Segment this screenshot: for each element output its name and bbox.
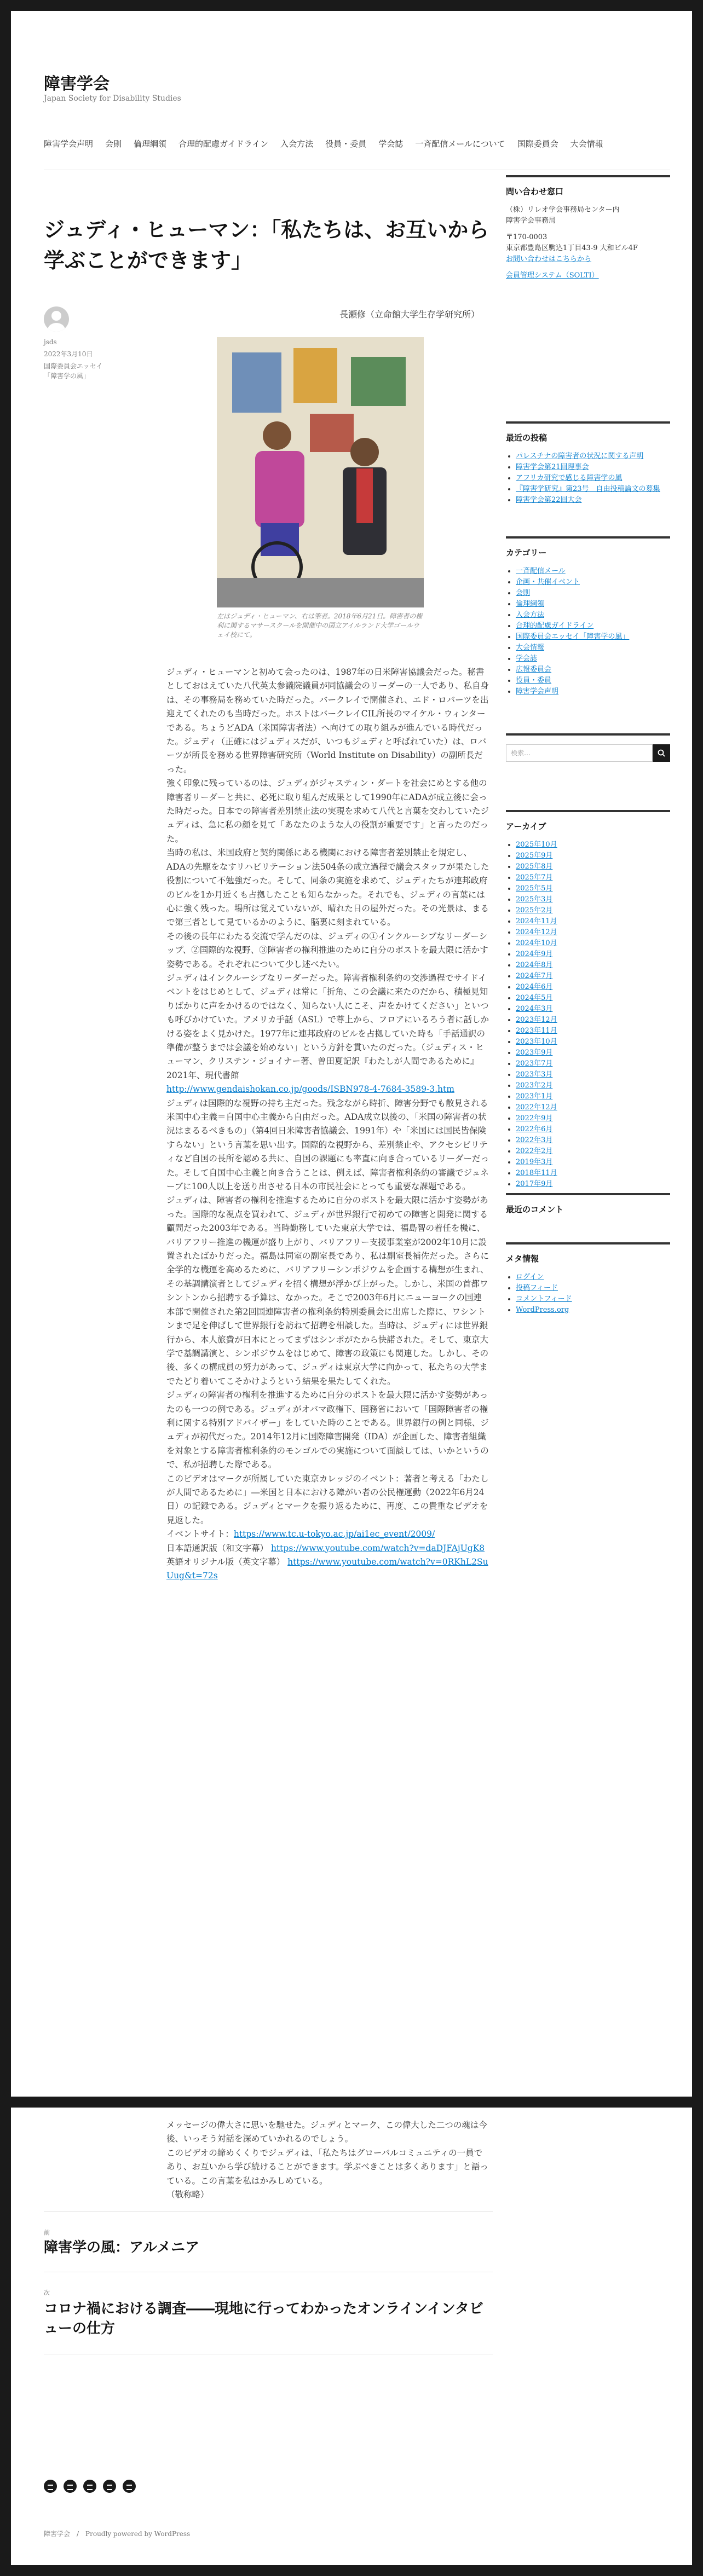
archive-link[interactable]: 2024年6月 <box>516 983 553 991</box>
prev-post-label: 前 <box>44 2229 50 2236</box>
nav-item-rules[interactable]: 会則 <box>105 139 122 149</box>
entries-feed-link[interactable]: 投稿フィード <box>516 1284 558 1292</box>
login-link[interactable]: ログイン <box>516 1273 544 1281</box>
youtube-en-label: 英語オリジナル版（英文字幕） <box>166 1557 285 1567</box>
archive-link[interactable]: 2025年7月 <box>516 873 553 882</box>
archive-link[interactable]: 2024年9月 <box>516 950 553 958</box>
nav-item-conference[interactable]: 大会情報 <box>570 139 603 149</box>
category-link[interactable]: 一斉配信メール <box>516 567 566 575</box>
closing-paragraph: （敬称略） <box>166 2190 209 2200</box>
widget-title: アーカイブ <box>506 810 670 832</box>
contact-link[interactable]: お問い合わせはこちらから <box>506 255 592 263</box>
member-system-link[interactable]: 会員管理システム（SOLTI） <box>506 271 599 280</box>
post-date[interactable]: 2022年3月10日 <box>44 350 93 358</box>
site-description: Japan Society for Disability Studies <box>44 94 181 103</box>
archive-link[interactable]: 2023年1月 <box>516 1092 553 1101</box>
article-paragraph: その後の長年にわたる交流で学んだのは、ジュディの①インクルーシブなリーダーシップ、②国際的な視野、③障害者の権利推進のために自分のポストを最大限に活かす姿勢である。それぞれについて少し述べたい。 <box>166 931 488 969</box>
search-input[interactable]: 検索… <box>506 744 653 762</box>
archive-link[interactable]: 2024年7月 <box>516 972 553 980</box>
closing-paragraph: このビデオの締めくくりでジュディは、「私たちはグローバルコミュニティの一員であり、お互いから学び続けることができます。学ぶべきことは多くあります」と語っている。この言葉を私はかみしめている。 <box>166 2147 488 2186</box>
comments-feed-link[interactable]: コメントフィード <box>516 1295 572 1303</box>
recent-post-link[interactable]: アフリカ研究で感じる障害学の風 <box>516 474 623 482</box>
recent-comments-widget <box>506 1193 670 1223</box>
archive-link[interactable]: 2025年5月 <box>516 884 553 893</box>
archive-link[interactable]: 2025年8月 <box>516 862 553 871</box>
category-link[interactable]: 広報委員会 <box>516 665 552 674</box>
recent-post-link[interactable]: パレスチナの障害者の状況に関する声明 <box>516 452 644 460</box>
category-link[interactable]: 学会誌 <box>516 655 538 663</box>
page-bottom <box>11 2108 692 2565</box>
search-button[interactable] <box>653 744 670 762</box>
recent-post-link[interactable]: 『障害学研究』第23号 自由投稿論文の募集 <box>516 485 660 493</box>
category-link[interactable]: 役員・委員 <box>516 676 552 685</box>
archive-link[interactable]: 2025年9月 <box>516 852 553 860</box>
article-paragraph: ジュディは、障害者の権利を推進するために自分のポストを最大限に活かす姿勢があった。国際的な視点を買われて、ジュディが世界銀行で初めての障害と開発に関する顧問だった2003年である。当時勤務していた東京大学では、福島智の着任を機に、バリアフリー推進の機運が盛り上がり、バリアフリー支援事業室が2002年10月に設置されたばかりだった。福島は同室の副室長であり、私は副室長補佐だった。さらに全学的な機運を高めるために、バリアフリーシンポジウムを企画する構想が生まれ、その基調講演者としてジュディを招く構想が浮かび上がった。しかし、米国の首都ワシントンから招聘する予算は、なかった。そこで2003年6月にニューヨークの国連本部で開催された第2回国連障害者の権利条約特別委員会に出席した際に、ワシントンまで足を伸ばして世界銀行を訪ねて招聘を相談した。当時は、ジュディには世界銀行から、本人旅費が日本にとってまずはシンポがたから快諾された。そして、東京大学で基調講演と、シンポジウムをはじめて、障害の政策にも関連した。しかし、その後、多くの構成員の努力があって、ジュディは東京大学に向かって、私たちの大学までたどり着いてこそかけようという結果を果たしてくれた。 <box>166 1195 489 1386</box>
archive-link[interactable]: 2022年12月 <box>516 1103 557 1112</box>
archive-link[interactable]: 2024年12月 <box>516 928 557 936</box>
recent-posts-widget <box>506 421 670 506</box>
recent-post-link[interactable]: 障害学会第21回理事会 <box>516 463 589 471</box>
page-main <box>11 11 692 2097</box>
archive-link[interactable]: 2022年3月 <box>516 1136 553 1144</box>
archive-link[interactable]: 2019年3月 <box>516 1158 553 1166</box>
event-site-label: イベントサイト： <box>166 1529 234 1539</box>
category-link[interactable]: 合理的配慮ガイドライン <box>516 622 594 630</box>
contact-widget <box>506 175 670 281</box>
archive-link[interactable]: 2022年9月 <box>516 1114 553 1122</box>
share-icon[interactable] <box>83 2480 96 2493</box>
prev-post-link[interactable]: 障害学の風：アルメニア <box>44 2239 200 2256</box>
contact-line: （株）リレオ学会事務局センター内 <box>506 206 620 214</box>
archive-link[interactable]: 2024年3月 <box>516 1005 553 1013</box>
article-paragraph: ジュディの障害者の権利を推進するために自分のポストを最大限に活かす姿勢があったのも一つの例である。ジュディがオバマ政権下、国務省において「国際障害者の権利に関する特別アドバイザー」をしていた時のことである。世界銀行の例と同様、ジュディが初代だった。2014年12月に国際障害開発（IDA）が企画した、障害者組織を対象とする障害者権利条約のモンゴルでの実施について面談しては、いかというので、私が招聘した際である。 <box>166 1390 489 1470</box>
contact-line: 障害学会事務局 <box>506 217 556 225</box>
nav-item-international[interactable]: 国際委員会 <box>517 139 558 149</box>
nav-item-statement[interactable]: 障害学会声明 <box>44 139 94 149</box>
event-intro: このビデオはマークが所属していた東京カレッジのイベント：著者と考える「わたしが人間であるために」―米国と日本における障がい者の公民権運動（2022年6月24日）の記録である。ジュディとマークを振り返るために、再度、この貴重なビデオを見返した。 <box>166 1473 489 1525</box>
article-title: ジュディ・ヒューマン：「私たちは、お互いから学ぶことができます」 <box>44 217 489 273</box>
archive-link[interactable]: 2024年10月 <box>516 939 557 947</box>
contact-line: 東京都豊島区駒込1丁目43-9 大和ビル4F <box>506 244 638 252</box>
nav-item-ethics[interactable]: 倫理綱領 <box>134 139 167 149</box>
article-paragraph: 当時の私は、米国政府と契約関係にある機関における障害者差別禁止を規定し、ADAの先駆をなすリハビリテーション法504条の成立過程で議会スタッフが果たした役割について不勉強だった。そして、同条の実施を求めて、ジュディたちが連邦政府のビルを1か月近くも占拠したことも知らなかった。それでも、ジュディの言葉には心に強く残った。場所は覚えていないが、晴れた日の屋外だった。その光景は、まるで第三者として見ているかのように、脳裏に刻まれている。 <box>166 848 489 928</box>
article-closing <box>166 2118 489 2202</box>
archive-link[interactable]: 2024年5月 <box>516 994 553 1002</box>
youtube-en-link[interactable]: https://www.youtube.com/watch?v=0RKhL2SuUug&t=72s <box>166 1557 488 1581</box>
category-link[interactable]: 倫理綱領 <box>516 600 545 608</box>
recent-post-link[interactable]: 障害学会第22回大会 <box>516 496 582 504</box>
nav-item-officers[interactable]: 役員・委員 <box>325 139 367 149</box>
youtube-ja-label: 日本語通訳版（和文字幕） <box>166 1543 269 1553</box>
nav-item-join[interactable]: 入会方法 <box>280 139 314 149</box>
category-link[interactable]: 企画・共催イベント <box>516 578 580 586</box>
category-link[interactable]: 大会情報 <box>516 644 545 652</box>
site-footer[interactable]: 障害学会 / Proudly powered by WordPress <box>44 2530 191 2538</box>
meta-widget <box>506 1242 670 1316</box>
widget-title: 最近の投稿 <box>506 421 670 443</box>
category-link[interactable]: 会則 <box>516 589 531 597</box>
archive-link[interactable]: 2023年12月 <box>516 1016 557 1024</box>
archive-link[interactable]: 2023年10月 <box>516 1038 557 1046</box>
widget-title: 最近のコメント <box>506 1193 670 1215</box>
main-nav <box>44 138 603 149</box>
archive-link[interactable]: 2024年8月 <box>516 961 553 969</box>
categories-widget <box>506 536 670 697</box>
youtube-ja-link[interactable]: https://www.youtube.com/watch?v=daDJFAjUgK8 <box>270 1543 485 1553</box>
site-title[interactable]: 障害学会 <box>44 74 110 94</box>
archive-link[interactable]: 2023年9月 <box>516 1049 553 1057</box>
category-link[interactable]: 障害学会声明 <box>516 687 559 696</box>
nav-item-guideline[interactable]: 合理的配慮ガイドライン <box>178 139 269 149</box>
share-icon[interactable] <box>64 2480 77 2493</box>
archive-link[interactable]: 2025年2月 <box>516 906 553 914</box>
archive-link[interactable]: 2023年11月 <box>516 1027 557 1035</box>
archive-link[interactable]: 2025年3月 <box>516 895 553 904</box>
author-avatar-icon <box>44 306 69 332</box>
book-link[interactable]: http://www.gendaishokan.co.jp/goods/ISBN978-4-7684-3589-3.htm <box>166 1084 454 1095</box>
archive-link[interactable]: 2022年6月 <box>516 1125 553 1133</box>
contact-line: 〒170-0003 <box>506 233 548 241</box>
archive-link[interactable]: 2023年3月 <box>516 1070 553 1079</box>
article-byline: 長瀬修（立命館大学生存学研究所） <box>339 309 480 320</box>
social-links <box>44 2480 136 2493</box>
widget-title: カテゴリー <box>506 536 670 558</box>
search-icon <box>658 749 665 757</box>
article-paragraph: ジュディは国際的な視野の持ち主だった。残念ながら時折、障害分野でも散見される米国中心主義＝自国中心主義から自由だった。ADA成立以後の、「米国の障害者の状況はまるるべきもの」（第4回日米障害者協議会、1991年）や「米国には国民皆保険すらない」という言葉を思い出す。国際的な視野から、差別禁止や、アクセシビリティなど自国の長所を認める共に、自国の課題にも率直に向き合っているリーダーだった。そして自国中心主義と向き合うことは、例えば、障害者権利条約の審議でジュネーブに100人以上を送り出させる日本の市民社会にとっても重要な課題である。 <box>166 1098 489 1192</box>
category-link[interactable]: 入会方法 <box>516 611 545 619</box>
archive-link[interactable]: 2018年11月 <box>516 1169 557 1177</box>
archive-link[interactable]: 2017年9月 <box>516 1180 553 1188</box>
closing-paragraph: メッセージの偉大さに思いを馳せた。ジュディとマーク、この偉大した二つの魂は今後、いっそう対話を深めていかれるのでしょう。 <box>166 2120 487 2144</box>
category-link[interactable]: 国際委員会エッセイ「障害学の風」 <box>516 633 630 641</box>
archive-link[interactable]: 2023年2月 <box>516 1081 553 1090</box>
nav-item-journal[interactable]: 学会誌 <box>378 139 404 149</box>
archive-link[interactable]: 2022年2月 <box>516 1147 553 1155</box>
widget-title: メタ情報 <box>506 1242 670 1264</box>
author-link[interactable]: jsds <box>44 338 57 346</box>
next-post-link[interactable]: コロナ禍における調査――現地に行ってわかったオンラインインタビューの仕方 <box>44 2301 483 2337</box>
post-category[interactable]: 国際委員会エッセイ「障害学の風」 <box>44 362 103 380</box>
share-icon[interactable] <box>123 2480 136 2493</box>
article-paragraph: ジュディはインクルーシブなリーダーだった。障害者権利条約の交渉過程でサイドイベントをはじめとして、ジュディは常に「折角、この会議に来たのだから、積極見知りばかりに声をかけるのではなく、知らない人にこそ、声をかけてください」といつも呼びかけていた。アメリカ手話（ASL）で尊上から、フロアにいるろう者に話しかける姿をよく見かけた。1977年に連邦政府のビルを占拠していた時も「手話通訳の準備が整うまでは会議を始めない」という方針を貫いたのだった。（ジュディス・ヒューマン、クリステン・ジョイナー著、曽田夏記訳『わたしが人間であるために』2021年、現代書館 <box>166 972 489 1080</box>
share-icon[interactable] <box>44 2480 57 2493</box>
archive-link[interactable]: 2024年11月 <box>516 917 557 925</box>
search-widget <box>506 733 670 762</box>
widget-title: 問い合わせ窓口 <box>506 175 670 197</box>
archive-link[interactable]: 2023年7月 <box>516 1060 553 1068</box>
nav-item-mail[interactable]: 一斉配信メールについて <box>415 139 505 149</box>
wordpress-link[interactable]: WordPress.org <box>516 1306 569 1314</box>
archive-link[interactable]: 2025年10月 <box>516 841 557 849</box>
next-post-label: 次 <box>44 2289 50 2296</box>
article-photo <box>217 337 424 607</box>
event-site-link[interactable]: https://www.tc.u-tokyo.ac.jp/ai1ec_event/2009/ <box>233 1529 435 1539</box>
entry-meta <box>44 306 104 381</box>
photo-illustration <box>217 337 424 607</box>
photo-caption: 左はジュディ・ヒューマン、右は筆者。2018年6月21日。障害者の権利に関するマサースクールを開催中の国立アイルランド大学ゴールウェイ校にて。 <box>217 612 423 639</box>
archives-widget <box>506 810 670 1190</box>
share-icon[interactable] <box>103 2480 116 2493</box>
article-paragraph: 強く印象に残っているのは、ジュディがジャスティン・ダートを社会にめとする他の障害者リーダーと共に、必死に取り組んだ成果として1990年にADAが成立後に会った時だった。日本での障害者差別禁止法の実現を求めて八代と言葉を交わしていたジュディは、急に私の顔を見て「あなたのような人の役割が重要です」と言ったのだった。 <box>166 778 489 844</box>
article-body <box>166 665 489 1583</box>
article-paragraph: ジュディ・ヒューマンと初めて会ったのは、1987年の日米障害協議会だった。秘書としておはえていた八代英太参議院議員が同協議会のリーダーの一人であり、私自身は、その事務局を務めていた時だった。バークレイで開催され、エド・ロバーツを出迎えてくれたのも当時だった。ホストはバークレイCIL所長のマイケル・ウィンターである。ちょうどADA（米国障害者法）へ向けての取り組みが進んでいる時代だった。ジュディ（正確にはジュディスだが、いつもジュディと呼ばれていた）は、ロバーツが所長を務める世界障害研究所（World Institute on Disability）の副所長だった。 <box>166 667 489 774</box>
